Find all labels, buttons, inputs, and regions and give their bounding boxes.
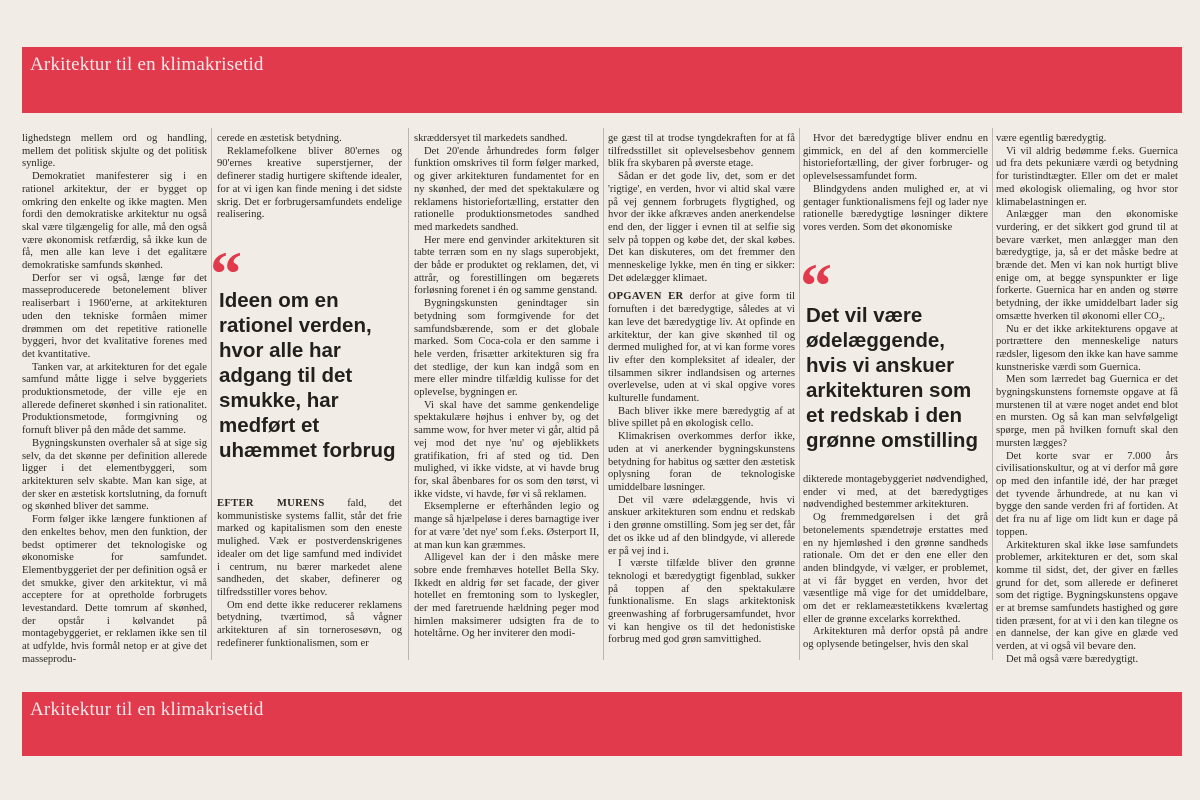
- pull-quote: Ideen om en rationel verden, hvor alle har adgang til det smukke, har medført et uhæmmet forbrug: [219, 289, 396, 462]
- paragraph-text: derfor at give form til fornuften i det bæredygtige, således at vi kan leve det bæredygtige liv. At opfinde en arkitektur, der kan give skønhed til og dermed mulighed for, at vi kan forme vores liv efter den kompleksitet af idealer, der tilsammen sikrer indlandsisen og arternes overlevelse, uden at vi skal opgive vores kulturelle fundament.: [608, 291, 795, 405]
- paragraph: Sådan er det gode liv, det, som er det 'rigtige', en verden, hvor vi altid skal være på vej gennem forbrugets flygtighed, og hvor der ikke afkræves anden anerkendelse end den, der ligger i evnen til at selfie sig selv på toppen og købe det, der skal købes. Det kan diskuteres, om det fremmer den menneskelige lykke, men én ting er sikker: Det ødelægger klimaet.: [608, 171, 795, 284]
- paragraph: I værste tilfælde bliver den grønne teknologi et bæredygtigt figenblad, sukker på toppen af den spektakulære funktionalisme. En slags arkitektonisk greenwashing af forbrugersamfundet, hvor vi kan hengive os til det hedonistiske forbrug med god grøn samvittighed.: [608, 558, 795, 646]
- paragraph: Det vil være ødelæggende, hvis vi anskuer arkitekturen som endnu et redskab i den grønne omstilling. Som jeg ser det, får det os ikke ud af den blindgyde, vi allerede er på vej ind i.: [608, 494, 795, 557]
- paragraph: Det korte svar er 7.000 års civilisationskultur, og at vi derfor må gøre op med den infantile idé, der har præget det tyvende århundrede, at nu kan vi bygge den sande verden fri af fortiden. At det fra nu af lige om lidt kun er dage på toppen.: [996, 450, 1178, 538]
- section-lead: OPGAVEN ER: [608, 291, 684, 303]
- article-column-3: [414, 133, 599, 658]
- article-column-1: [22, 133, 207, 665]
- paragraph: dikterede montagebyggeriet nødvendighed, ender vi med, at det bæredygtiges nødvendighed bestemmer arkitekturen.: [803, 474, 988, 511]
- paragraph: være egentlig bæredygtig.: [996, 133, 1107, 144]
- column-divider: [211, 128, 212, 660]
- article-column-5-bottom: [803, 474, 988, 658]
- quote-mark-icon: “: [800, 250, 832, 321]
- header-title: Arkitektur til en klimakrisetid: [30, 54, 264, 75]
- paragraph: Bach bliver ikke mere bæredygtig af at blive spillet på en økologisk cello.: [608, 405, 795, 430]
- paragraph: Det må også være bæredygtigt.: [1006, 653, 1139, 665]
- paragraph: Arkitekturen må derfor opstå på andre og oplysende betingelser, hvis den skal: [803, 626, 988, 651]
- article-column-6: [996, 133, 1178, 665]
- paragraph: [217, 498, 402, 600]
- quote-mark-icon: “: [210, 238, 242, 309]
- column-divider: [799, 128, 800, 660]
- column-divider: [408, 128, 409, 660]
- paragraph: Tanken var, at arkitekturen for det egale samfund måtte ligge i selve byggeriets produktionsmetode, der ville eje en allerede defineret skønhed i sin rationalitet. Produktionsmetode, formgivning og fornuft bliver på den måde det samme.: [22, 361, 207, 437]
- paragraph: Nu er det ikke arkitekturens opgave at portrættere den menneskelige naturs rædsler, ligesom den ikke kan have samme kunstneriske værdi som Guernica.: [996, 323, 1178, 373]
- column-divider: [603, 128, 604, 660]
- pull-quote: Det vil være ødelæggende, hvis vi anskuer arkitekturen som et redskab i den grønne omstilling: [806, 304, 978, 452]
- paragraph: Bygningskunsten genindtager sin betydning som formgivende for det samfundsbærende, som er det globale marked. Som Coca-cola er den samme i hele verden, frisætter arkitekturen sig fra det stedlige, der kun kan indgå som en mere eller mindre tilfældig kulisse for det opleveIse, bygningen er.: [414, 298, 599, 399]
- header-band: [22, 47, 1182, 113]
- paragraph-text: Om end dette ikke reducerer reklamens betydning, tværtimod, så vågner arkitekturen af sin tornerosesøvn, og redefinerer funktionalismen, som er: [217, 599, 402, 649]
- article-column-2-bottom: [217, 498, 402, 658]
- article-column-4: [608, 133, 795, 658]
- paragraph: Form følger ikke længere funktionen af den enkeltes behov, men den funktion, der bedst optimerer det teknologiske og økonomiske for samfundet. Elementbyggeriet der per definition også er det smukke, giver den arkitektur, vi må acceptere for at opretholde forbrugets levestandard. Dette tomrum af skønhed, der opstår i kølvandet på montagebyggeriet, er reklamen ikke sen til at udfylde, hvis formål netop er at give det masseprodu-: [22, 514, 207, 665]
- paragraph: Anlægger man den økonomiske vurdering, er det sikkert god grund til at bevare værket, men anlægger man den bæredygtige, ja, så er det måske bedre at brænde det. Men vi kan nok hurtigt blive enige om, at begge synspunkter er lige forkerte. Guernica har en anden og større betydning, der ikke umiddelbart lader sig omsætte hverken til økonomi eller CO₂.: [996, 209, 1178, 322]
- paragraph: Vi skal have det samme genkendelige spektakulære højhus i enhver by, og det samme wow, for hver meter vi går, altid på vej mod det nye 'nu' og øjeblikkets gratifikation, fri af sted og tid. Den mulighed, vi ikke vidste, at vi havde brug for, skal åbenbares for os som den tørst, vi ikke vidste, vi havde, før vi så reklamen.: [414, 399, 599, 500]
- paragraph: Vi vil aldrig bedømme f.eks. Guernica ud fra dets pekuniære værdi og betydning for turistindtægter. Eller om det er malet med økologisk oliemaling, og hvor stor klimabelastningen er.: [996, 145, 1178, 208]
- paragraph: cerede en æstetisk betydning.: [217, 133, 342, 144]
- paragraph: Eksemplerne er efterhånden legio og mange så hjælpeløse i deres barnagtige iver for at være 'det nye' som f.eks. Østerport II, at man kun kan græmmes.: [414, 501, 599, 551]
- paragraph: Blindgydens anden mulighed er, at vi gentager funktionalismens fejl og lader nye rationelle bæredygtige løsninger diktere vores verden. Som det økonomiske: [803, 183, 988, 233]
- paragraph: Her mere end genvinder arkitekturen sit tabte terræn som en ny slags superobjekt, der både er produktet og reklamen, det, vi attrår, og forestillingen om begærets forløsning forenet i én og samme genstand.: [414, 234, 599, 297]
- article-column-2-top: [217, 133, 402, 233]
- paragraph: skræddersyet til markedets sandhed.: [414, 133, 568, 144]
- paragraph: Demokratiet manifesterer sig i en rationel arkitektur, der er bygget op omkring den enkelte og ikke magten. Men fordi den demokratiske arkitektur nu også skal være tilgængelig for alle, må den også være økonomisk retfærdig, så ikke kun de få, men alle kan leve i det egalitære demokratiske samfunds skønhed.: [22, 171, 207, 272]
- article-column-5-top: [803, 133, 988, 233]
- section-lead: EFTER MURENS: [217, 498, 325, 509]
- paragraph: Alligevel kan der i den måske mere sobre ende fremhæves hotellet Bella Sky. Ikkedt en aldrig før set facade, der giver hotellet en fremtoning som to lyskegler, der med faretruende hældning peger mod himlen maksimerer udsigten fra de to hoteltårne. Og her inviterer den modi-: [414, 552, 599, 640]
- footer-title: Arkitektur til en klimakrisetid: [30, 699, 264, 720]
- paragraph: Reklamefolkene bliver 80'ernes og 90'ernes kreative superstjerner, der definerer stadig hurtigere skiftende idealer, for at vi igen kan finde mening i det sidste skrig. Det er forbrugersamfundets endelige realisering.: [217, 145, 402, 221]
- paragraph: Og fremmedgørelsen i det grå betonelements spændetrøje erstattes med en ny hjemløshed i den grønne sandheds rationale. Om det er den ene eller den anden blindgyde, vi vælger, er problemet, at vi får bygget en verden, hvor det væsentlige må vige for det umiddelbare, om det er reklameæstetikkens kvælertag eller de grønne excelarks korrekthed.: [803, 512, 988, 625]
- paragraph: Det 20'ende århundredes form følger funktion omskrives til form følger marked, og giver arkitekturen fundamentet for en ny skønhed, der med det spektakulære og reklamens historiefortælling, erstatter den rationelle produktionsmetodes sandhed med markedets sandhed.: [414, 145, 599, 233]
- paragraph: Derfor ser vi også, længe før det masseproducerede betonelement bliver realiserbart i 1960'erne, at arkitekturen uden den tekniske formåen mimer drømmen om det repetitive rationelle byggeri, hvor det kvalitative forenes med det kvantitative.: [22, 272, 207, 360]
- paragraph: Men som lærredet bag Guernica er det bygningskunstens fornemste opgave at få murstenen til at være noget andet end blot en mursten. Og så kan man selvfølgeligt spørge, men på hvilken fornuft skal den mursten lægges?: [996, 374, 1178, 449]
- paragraph: [217, 600, 402, 651]
- paragraph: [608, 291, 795, 405]
- paragraph: ge gæst til at trodse tyngdekraften for at få tilfredsstillet sit oplevelsesbehov gennem blik fra skybaren på øverste etage.: [608, 133, 795, 170]
- paragraph: lighedstegn mellem ord og handling, mellem det politisk skjulte og det politisk synlige.: [22, 133, 207, 170]
- paragraph-text: fald, det kommunistiske systems fallit, står det frie marked og kapitalismen som den eneste mulighed. Væk er postverdenskrigenes idealer om det lige samfund med individet i centrum, nu bærer markedet alene sandheden, det skaber, definerer og tilfredsstiller vores behov.: [217, 498, 402, 598]
- paragraph: Bygningskunsten overhaler så at sige sig selv, da det skønne per definition allerede ligger i det elementbyggeri, som arkitekturen selv skabte. Man kan sige, at der sker en æstetisk kortslutning, da fornuft og skønhed bliver det samme.: [22, 437, 207, 513]
- paragraph: Klimakrisen overkommes derfor ikke, uden at vi anerkender bygningskunstens betydning for habitus og sætter den æstetisk oplysning foran de teknologiske umiddelbare løsninger.: [608, 431, 795, 493]
- paragraph: Hvor det bæredygtige bliver endnu en gimmick, en del af den kommercielle historiefortælling, der giver forbruger- og oplevelsessamfundet form.: [803, 133, 988, 183]
- footer-band: [22, 692, 1182, 756]
- paragraph: Arkitekturen skal ikke løse samfundets problemer, arkitekturen er det, som skal komme til sidst, det, der giver en fælles grund for det, som allerede er defineret som det rigtige. Bygningskunstens opgave er at bremse samfundets hastighed og gøre tiden præsent, for at vi i den kan tilegne os en dannelse, der kan give en glæde ved verden, at vi også vil bevare den.: [996, 539, 1178, 653]
- column-divider: [992, 128, 993, 660]
